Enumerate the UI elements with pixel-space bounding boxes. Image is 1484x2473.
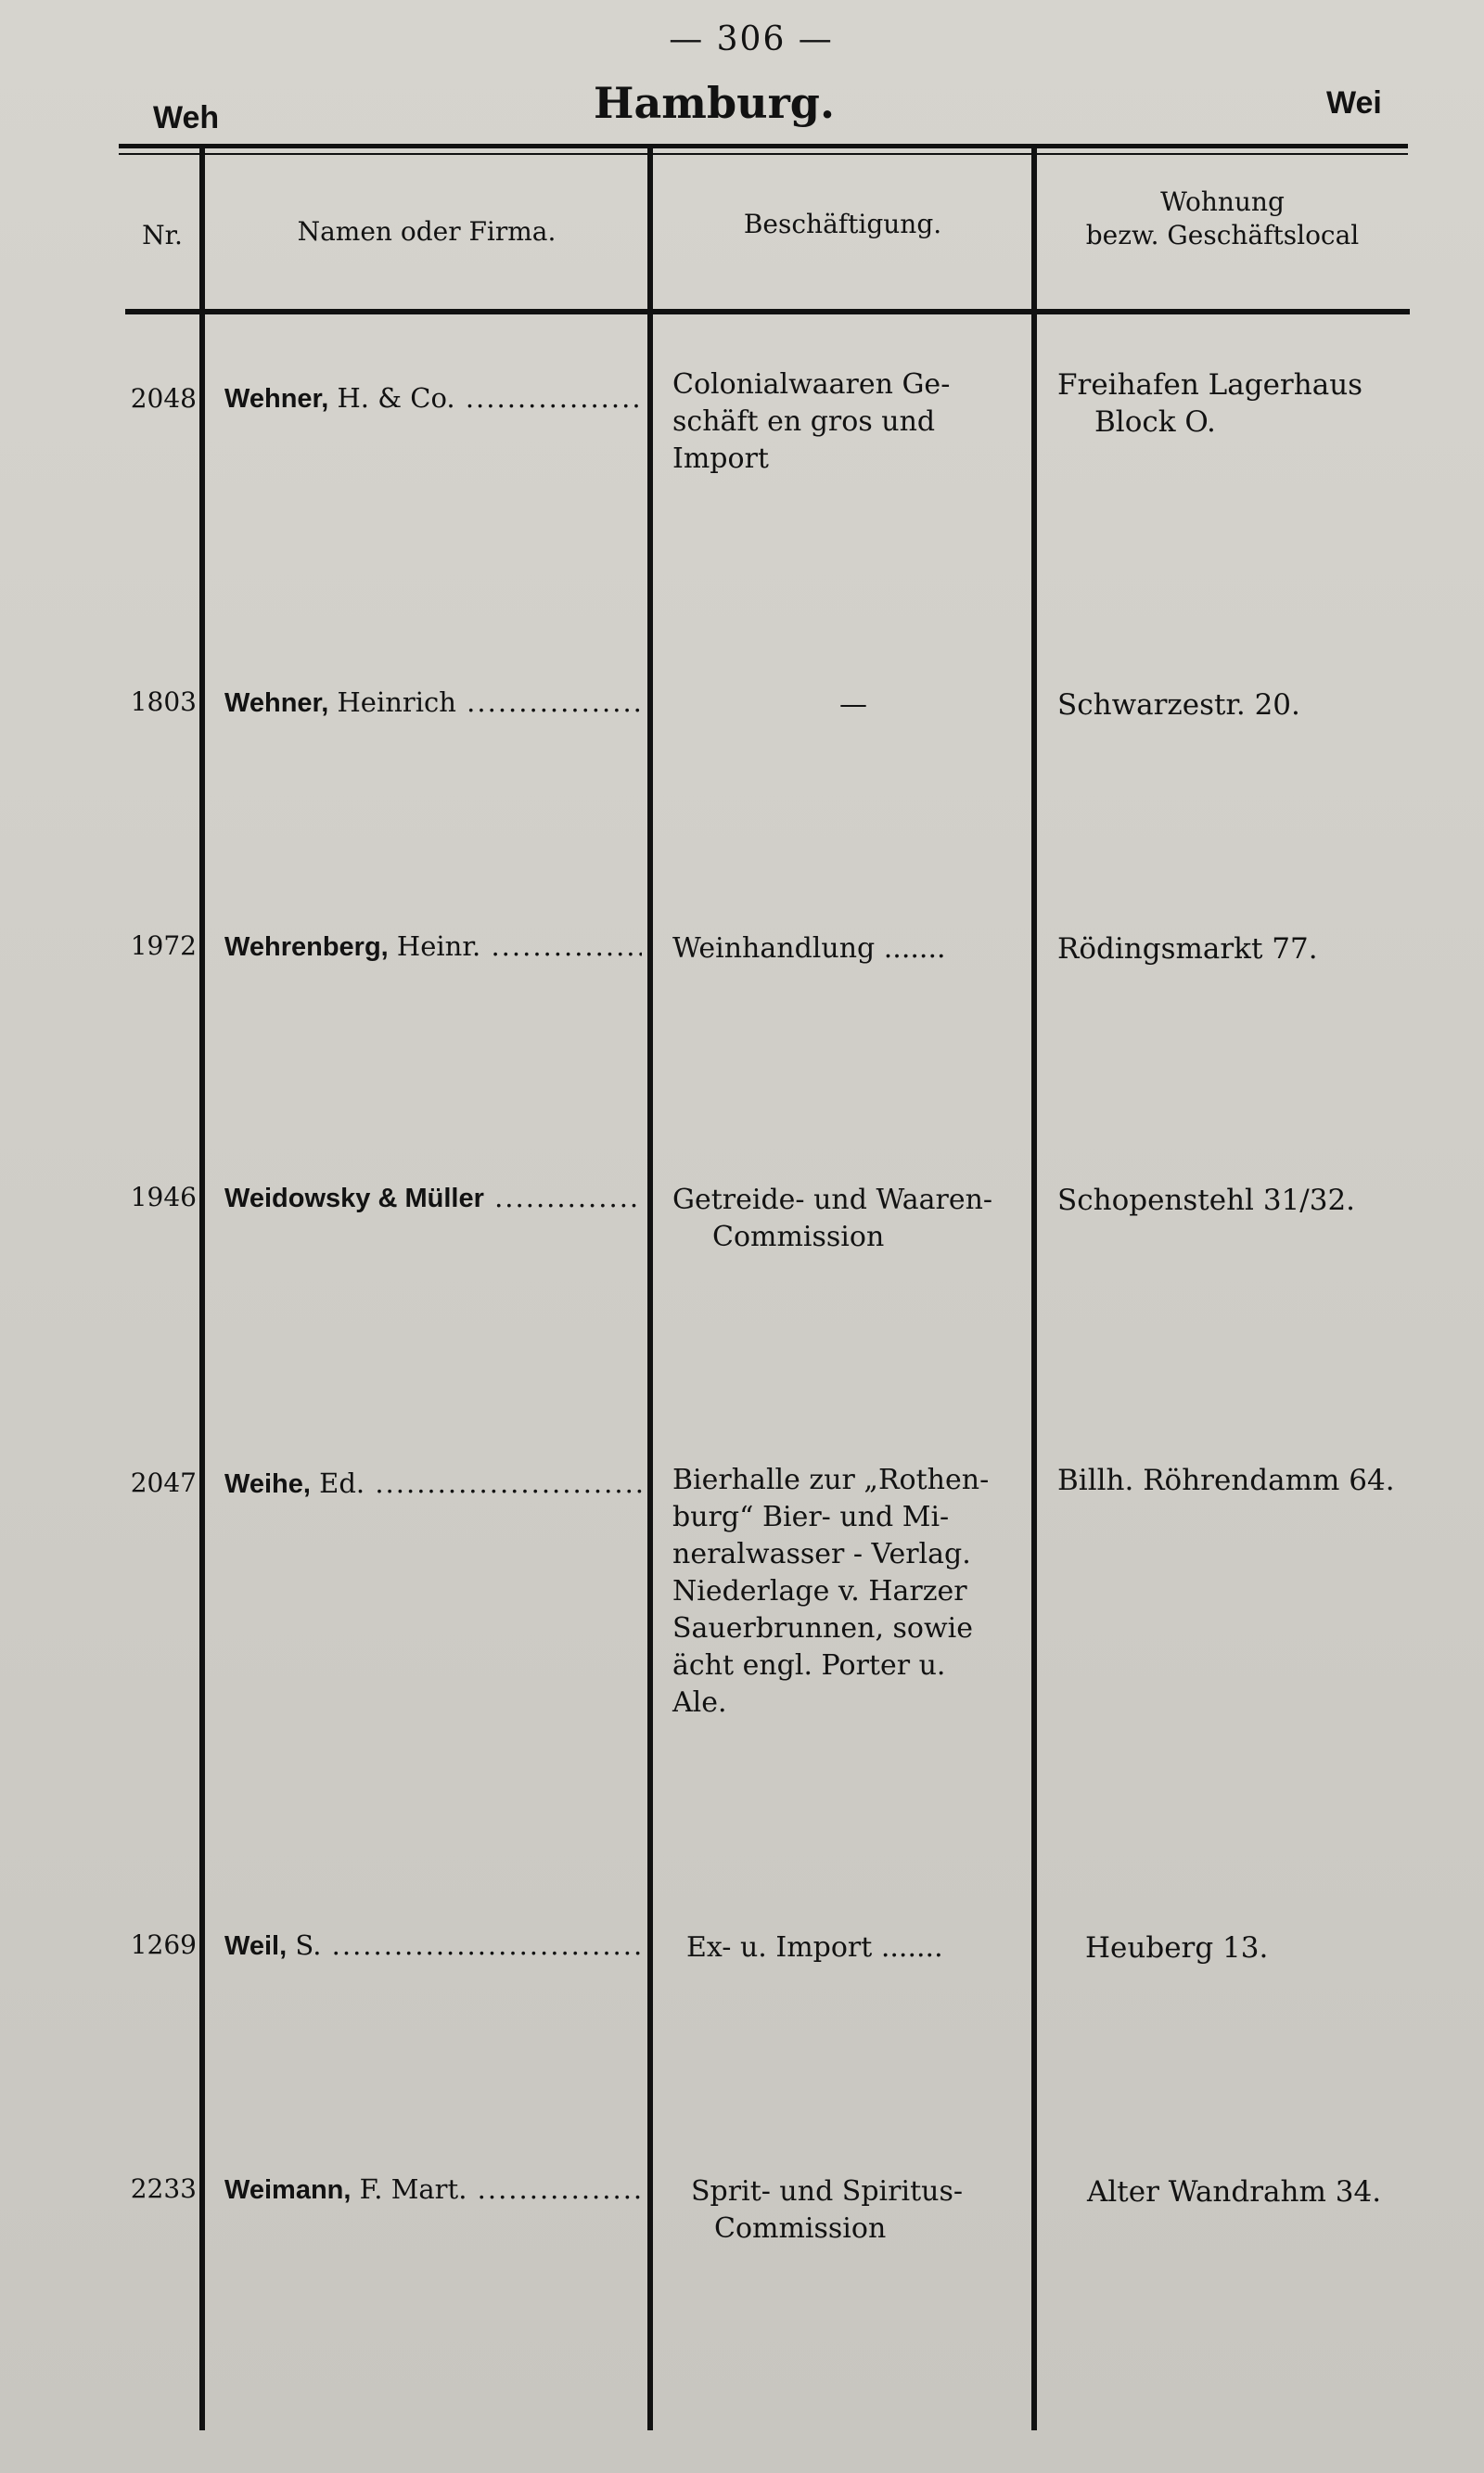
- entry-surname: Wehner,: [224, 384, 329, 414]
- occupation-line: Bierhalle zur „Rothen-: [672, 1464, 990, 1496]
- occupation-line: Sauerbrunnen, sowie: [672, 1612, 973, 1645]
- entry-given: [484, 1182, 642, 1213]
- entry-number: 1269: [130, 1929, 197, 1960]
- entry-name: [224, 1467, 642, 1500]
- occupation-line: schäft en gros und: [672, 405, 936, 438]
- address-line: Schwarzestr. 20.: [1057, 688, 1300, 722]
- entry-occupation: [672, 686, 1034, 724]
- entry-given: Heinr. .....: [389, 930, 642, 962]
- entry-given: H. & Co. .....: [328, 382, 642, 414]
- entry-given: F. Mart. .....: [351, 2173, 642, 2205]
- entry-surname: Wehrenberg,: [224, 932, 389, 962]
- column-header-address: [1037, 186, 1408, 252]
- entry-occupation: [686, 1929, 1048, 1967]
- entry-address: [1085, 1929, 1465, 1967]
- entry-occupation: [672, 1462, 1034, 1722]
- top-rule-thin: [119, 153, 1408, 155]
- page-number: — 306 —: [669, 20, 834, 58]
- address-line: Heuberg 13.: [1085, 1931, 1269, 1965]
- address-line: Schopenstehl 31/32.: [1057, 1184, 1356, 1217]
- entry-name: [224, 1929, 642, 1962]
- entry-address: [1057, 1182, 1438, 1219]
- occupation-line: Getreide- und Waaren-: [672, 1184, 993, 1216]
- entry-given: Heinrich .....: [328, 686, 642, 718]
- column-divider-3: [1031, 148, 1037, 2430]
- entry-address: [1057, 366, 1438, 441]
- entry-occupation: [672, 930, 1034, 967]
- entry-number: 2047: [130, 1467, 197, 1498]
- address-line: Freihafen Lagerhaus: [1057, 368, 1363, 402]
- occupation-line: Ale.: [672, 1686, 727, 1719]
- column-header-nr: Nr.: [142, 220, 183, 250]
- entry-address: [1087, 2173, 1467, 2210]
- occupation-line: Sprit- und Spiritus-: [691, 2175, 963, 2208]
- entry-surname: Wehner,: [224, 688, 329, 718]
- column-header-address-line2: bezw. Geschäftslocal: [1085, 220, 1360, 250]
- entry-address: [1057, 1462, 1438, 1499]
- entry-surname: Weidowsky & Müller: [224, 1184, 484, 1213]
- occupation-line: Import: [672, 442, 769, 475]
- entry-given: S. .....: [287, 1929, 642, 1961]
- column-header-occupation: Beschäftigung.: [743, 209, 942, 239]
- occupation-line: —: [839, 688, 867, 721]
- entry-name: [224, 1182, 642, 1214]
- header-rule: [125, 309, 1410, 314]
- occupation-line: burg“ Bier- und Mi-: [672, 1501, 950, 1533]
- column-divider-1: [199, 148, 205, 2430]
- page-title: Hamburg.: [594, 78, 835, 128]
- entry-number: 2048: [130, 383, 197, 414]
- entry-surname: Weihe,: [224, 1469, 311, 1499]
- occupation-line: Colonialwaaren Ge-: [672, 368, 951, 401]
- entry-number: 1972: [130, 930, 197, 961]
- address-line: Block O.: [1094, 405, 1216, 439]
- entry-number: 2233: [130, 2173, 197, 2204]
- entry-name: [224, 930, 642, 963]
- entry-number: 1803: [130, 686, 197, 717]
- entry-address: [1057, 930, 1438, 967]
- occupation-line: Ex- u. Import .......: [686, 1931, 943, 1964]
- running-head-left: Weh: [153, 100, 220, 135]
- entry-surname: Weimann,: [224, 2175, 352, 2205]
- occupation-line: ächt engl. Porter u.: [672, 1649, 946, 1682]
- entry-occupation: [672, 1182, 1034, 1256]
- entry-address: [1057, 686, 1438, 724]
- entry-number: 1946: [130, 1182, 197, 1212]
- column-header-address-line1: Wohnung: [1160, 186, 1285, 217]
- column-divider-2: [647, 148, 653, 2430]
- running-head-right: Wei: [1326, 85, 1382, 121]
- entry-occupation: [672, 366, 1034, 478]
- top-rule: [119, 144, 1408, 148]
- occupation-line: Commission: [714, 2212, 887, 2245]
- entry-name: [224, 2173, 642, 2206]
- address-line: Rödingsmarkt 77.: [1057, 932, 1318, 966]
- column-header-name: Namen oder Firma.: [297, 216, 556, 247]
- occupation-line: Niederlage v. Harzer: [672, 1575, 967, 1608]
- entry-name: [224, 382, 642, 415]
- occupation-line: neralwasser - Verlag.: [672, 1538, 971, 1570]
- address-line: Billh. Röhrendamm 64.: [1057, 1464, 1395, 1497]
- address-line: Alter Wandrahm 34.: [1087, 2175, 1382, 2209]
- occupation-line: Commission: [712, 1221, 885, 1253]
- occupation-line: Weinhandlung .......: [672, 932, 946, 965]
- entry-surname: Weil,: [224, 1931, 288, 1961]
- entry-occupation: [691, 2173, 1053, 2248]
- entry-given: Ed. .....: [311, 1467, 642, 1499]
- entry-name: [224, 686, 642, 719]
